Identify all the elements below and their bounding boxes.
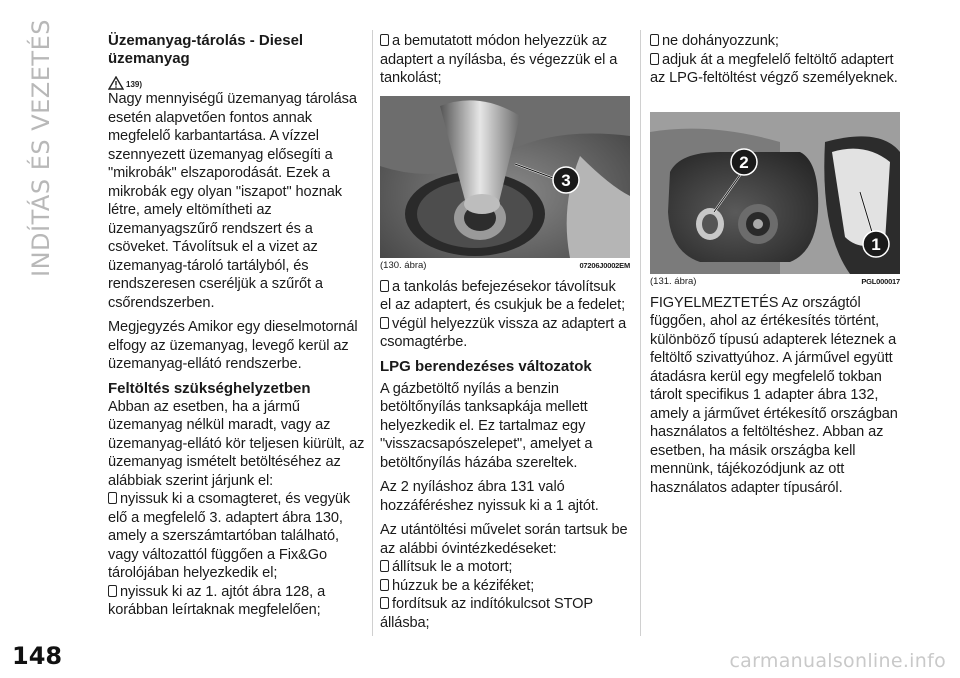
checkbox-bullet-icon [380,317,389,329]
figure-131-callout-2: 2 [739,152,749,172]
checkbox-bullet-icon [380,34,389,46]
paragraph-storage: Nagy mennyiségű üzemanyag tárolása esetén alapvetően fontos annak megfelelő karbantartása. A vízzel szennyezett üzemanyag elősegíti a "mikrobák" elszaporodását. Ezek a mikrobák egy olyan "iszapot" hoznak létre, amely eltömítheti az üzemanyagszűrő rendszert és a csöveket. Távolítsuk el a vizet az üzemanyag-tároló tartályból, és rendszeresen cseréljük a szűrőt a csőrendszerben. [108,91,357,311]
checkbox-bullet-icon [108,492,117,504]
list-item [380,558,630,577]
list-item-text: végül helyezzük vissza az adaptert a csomagtérbe. [380,315,627,350]
column-1 [108,32,366,620]
section-heading-diesel-storage: Üzemanyag-tárolás - Diesel üzemanyag [108,32,304,67]
figure-131-callout-1: 1 [871,234,881,254]
figure-130-photo [380,96,630,258]
section-heading-lpg: LPG berendezéses változatok [380,357,592,375]
list-item [108,490,366,583]
list-item-text: fordítsuk az indítókulcsot STOP állásba; [380,596,593,631]
warning-reference-number: 139) [126,80,143,89]
chapter-title-text: INDÍTÁS ÉS VEZETÉS [27,19,56,277]
list-item [380,595,630,632]
list-item-text: állítsuk le a motort; [392,559,513,575]
list-item-text: ne dohányozzunk; [662,33,779,49]
paragraph-lpg-intro: A gázbetöltő nyílás a benzin betöltőnyílás tanksapkája mellett helyezkedik el. Ez tartalmaz egy "visszacsapószelepet", amelyet a betöltőnyílás házába szereltek. [380,380,593,471]
checkbox-bullet-icon [380,597,389,609]
figure-130-caption: (130. ábra) [380,259,427,271]
paragraph-lpg-precautions: Az utántöltési művelet során tartsuk be az alábbi óvintézkedéseket: [380,522,628,557]
checkbox-bullet-icon [380,280,389,292]
column-divider [640,30,641,636]
figure-130 [380,96,630,274]
checkbox-bullet-icon [108,585,117,597]
paragraph-note: Megjegyzés Amikor egy dieselmotornál elfogy az üzemanyag, levegő kerül az üzemanyag-ellátó rendszerbe. [108,319,358,372]
list-item [380,278,630,315]
paragraph-emergency: Abban az esetben, ha a jármű üzemanyag nélkül maradt, vagy az üzemanyag-ellátó kör teljesen kiürült, az üzemanyag ismételt betöltéséhez az alábbiak szerint járjunk el: [108,398,365,489]
figure-131 [650,112,900,290]
list-item-text: húzzuk be a kéziféket; [392,577,535,594]
list-item [108,583,366,620]
list-item [380,577,630,596]
warning-reference [108,70,366,90]
figure-131-caption: (131. ábra) [650,275,697,287]
list-item-text: adjuk át a megfelelő feltöltő adaptert az LPG-feltöltést végző személyeknek. [650,51,898,86]
figure-131-code: PGL000017 [861,276,900,286]
watermark: carmanualsonline.info [729,650,946,672]
list-item [380,32,630,88]
list-item-text: a bemutatott módon helyezzük az adaptert a nyílásba, és végezzük el a tankolást; [380,33,618,86]
checkbox-bullet-icon [380,579,389,591]
checkbox-bullet-icon [650,53,659,65]
page-number: 148 [12,642,63,670]
column-3 [650,32,902,497]
column-2 [380,32,630,632]
list-item-text: nyissuk ki az 1. ajtót ábra 128, a korábban leírtaknak megfelelően; [108,583,326,618]
chapter-side-title [8,19,74,277]
list-item [380,315,630,352]
figure-131-caption-bar [650,274,900,290]
section-heading-emergency-refuel: Feltöltés szükséghelyzetben [108,379,311,397]
list-item [650,51,902,88]
warning-triangle-icon [108,76,124,90]
list-item-text: nyissuk ki a csomagteret, és vegyük elő a megfelelő 3. adaptert ábra 130, amely a szerszámtartóban található, vagy változattól függően a Fix&Go tárolójában helyezkedik el; [108,491,351,581]
figure-131-photo [650,112,900,274]
checkbox-bullet-icon [380,560,389,572]
list-item-text: a tankolás befejezésekor távolítsuk el az adaptert, és csukjuk be a fedelet; [380,278,626,313]
list-item [650,32,902,51]
figure-130-callout: 3 [561,170,571,190]
paragraph-lpg-access: Az 2 nyíláshoz ábra 131 való hozzáféréshez nyissuk ki a 1 ajtót. [380,479,599,514]
paragraph-warning-adapters: FIGYELMEZTETÉS Az országtól függően, ahol az értékesítés történt, különböző típusú adapterek léteznek a feltöltő szivattyúhoz. A járművel együtt átadásra kerül egy megfelelő tokban tárolt specifikus 1 adapter ábra 132, amely a járművet értékesítő országban használatos a feltöltéshez. Abban az esetben, ha másik országba kell mennünk, tájékozódjunk az ott használatos adapter típusáról. [650,294,898,496]
column-divider [372,30,373,636]
checkbox-bullet-icon [650,34,659,46]
figure-130-code: 07206J0002EM [579,260,630,270]
figure-130-caption-bar [380,258,630,274]
